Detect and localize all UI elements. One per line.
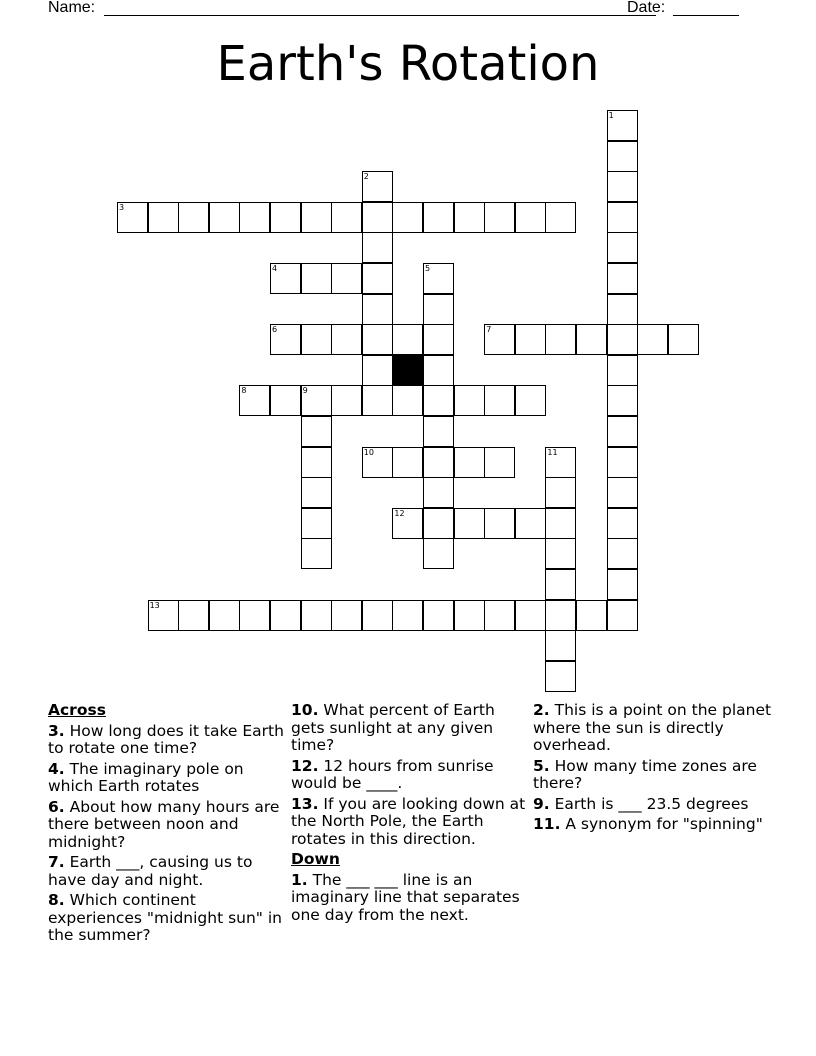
- across-clue: [48, 892, 284, 945]
- grid-cell[interactable]: [607, 324, 638, 355]
- clue-text: 12 hours from sunrise would be ____.: [291, 756, 494, 792]
- clue-text: If you are looking down at the North Pole, the Earth rotates in this direction.: [291, 794, 526, 848]
- grid-cell[interactable]: [209, 202, 240, 233]
- clue-number: 5.: [533, 756, 550, 775]
- grid-cell[interactable]: [392, 600, 423, 631]
- grid-cell[interactable]: [331, 600, 362, 631]
- grid-cell[interactable]: [515, 600, 546, 631]
- grid-cell[interactable]: [270, 202, 301, 233]
- clue-number-label: 2: [363, 172, 369, 182]
- across-clue: [48, 799, 284, 852]
- grid-cell[interactable]: [515, 202, 546, 233]
- clue-number: 13.: [291, 794, 319, 813]
- clue-text: A synonym for "spinning": [565, 815, 763, 833]
- grid-cell[interactable]: [545, 630, 576, 661]
- grid-cell[interactable]: [362, 232, 393, 263]
- clue-number-label: 3: [119, 202, 125, 212]
- across-heading: Across: [48, 701, 106, 719]
- grid-cell[interactable]: [392, 324, 423, 355]
- grid-cell[interactable]: [607, 447, 638, 478]
- grid-cell[interactable]: [607, 171, 638, 202]
- clue-number-label: 8: [241, 386, 247, 396]
- grid-cell[interactable]: [362, 294, 393, 325]
- grid-cell[interactable]: [392, 447, 423, 478]
- grid-cell[interactable]: [301, 263, 332, 294]
- clue-number: 11.: [533, 815, 561, 833]
- grid-cell[interactable]: [484, 447, 515, 478]
- grid-cell[interactable]: [148, 600, 179, 631]
- grid-cell[interactable]: [423, 324, 454, 355]
- grid-cell[interactable]: [545, 508, 576, 539]
- grid-cell[interactable]: [545, 447, 576, 478]
- grid-cell[interactable]: [209, 600, 240, 631]
- grid-cell[interactable]: [392, 202, 423, 233]
- grid-cell[interactable]: [331, 202, 362, 233]
- grid-cell[interactable]: [301, 385, 332, 416]
- grid-cell[interactable]: [637, 324, 668, 355]
- grid-cell[interactable]: [607, 600, 638, 631]
- clue-number-label: 9: [302, 386, 308, 396]
- grid-cell[interactable]: [423, 477, 454, 508]
- grid-cell[interactable]: [607, 263, 638, 294]
- grid-cell[interactable]: [515, 385, 546, 416]
- grid-cell[interactable]: [545, 324, 576, 355]
- down-clue: [533, 758, 773, 793]
- grid-cell[interactable]: [362, 263, 393, 294]
- grid-cell[interactable]: [484, 202, 515, 233]
- grid-cell[interactable]: [301, 600, 332, 631]
- grid-cell[interactable]: [423, 385, 454, 416]
- clue-number: 1.: [291, 870, 308, 889]
- grid-cell[interactable]: [607, 294, 638, 325]
- name-label: Name:: [48, 0, 96, 16]
- grid-cell[interactable]: [239, 385, 270, 416]
- grid-cell[interactable]: [362, 202, 393, 233]
- clue-text: What percent of Earth gets sunlight at any given time?: [291, 701, 495, 754]
- clue-text: How long does it take Earth to rotate one time?: [48, 721, 284, 757]
- date-label: Date:: [627, 0, 666, 16]
- down-heading: Down: [291, 850, 340, 868]
- clue-number-label: 6: [272, 325, 278, 335]
- grid-cell[interactable]: [607, 508, 638, 539]
- grid-cell[interactable]: [362, 600, 393, 631]
- page-title: Earth's Rotation: [216, 36, 600, 92]
- clue-number: 7.: [48, 853, 65, 871]
- black-cell: [392, 355, 423, 386]
- grid-cell[interactable]: [607, 355, 638, 386]
- clues-column-3: [533, 702, 773, 837]
- grid-cell[interactable]: [607, 569, 638, 600]
- grid-cell[interactable]: [331, 263, 362, 294]
- clue-number-label: 4: [272, 264, 278, 273]
- grid-cell[interactable]: [576, 600, 607, 631]
- clue-number-label: 13: [149, 600, 160, 610]
- grid-cell[interactable]: [607, 416, 638, 447]
- grid-cell[interactable]: [331, 385, 362, 416]
- grid-cell[interactable]: [454, 508, 485, 539]
- grid-cell[interactable]: [545, 600, 576, 631]
- clue-text: Earth is ___ 23.5 degrees: [554, 794, 749, 813]
- grid-cell[interactable]: [270, 324, 301, 355]
- across-clue: [291, 758, 527, 793]
- grid-cell[interactable]: [454, 385, 485, 416]
- clue-text: This is a point on the planet where the sun is directly overhead.: [533, 701, 772, 754]
- clue-number: 2.: [533, 701, 550, 719]
- clue-text: The ___ ___ line is an imaginary line that separates one day from the next.: [291, 870, 520, 924]
- grid-cell[interactable]: [454, 202, 485, 233]
- grid-cell[interactable]: [362, 324, 393, 355]
- grid-cell[interactable]: [607, 202, 638, 233]
- grid-cell[interactable]: [301, 508, 332, 539]
- grid-cell[interactable]: [668, 324, 699, 355]
- clue-text: Earth ___, causing us to have day and night.: [48, 853, 253, 889]
- down-clue: [533, 702, 773, 755]
- grid-cell[interactable]: [423, 508, 454, 539]
- grid-cell[interactable]: [454, 600, 485, 631]
- grid-cell[interactable]: [515, 324, 546, 355]
- grid-cell[interactable]: [301, 447, 332, 478]
- grid-cell[interactable]: [423, 294, 454, 325]
- clue-number: 3.: [48, 721, 65, 740]
- grid-cell[interactable]: [545, 202, 576, 233]
- across-clue: [291, 702, 527, 755]
- grid-cell[interactable]: [576, 324, 607, 355]
- clue-number-label: 1: [608, 111, 614, 120]
- grid-cell[interactable]: [515, 508, 546, 539]
- grid-cell[interactable]: [454, 447, 485, 478]
- grid-cell[interactable]: [239, 600, 270, 631]
- grid-cell[interactable]: [270, 263, 301, 294]
- grid-cell[interactable]: [239, 202, 270, 233]
- grid-cell[interactable]: [362, 355, 393, 386]
- grid-cell[interactable]: [178, 600, 209, 631]
- grid-cell[interactable]: [362, 385, 393, 416]
- grid-cell[interactable]: [484, 600, 515, 631]
- grid-cell[interactable]: [178, 202, 209, 233]
- grid-cell[interactable]: [423, 202, 454, 233]
- clue-number-label: 10: [363, 447, 374, 457]
- grid-cell[interactable]: [301, 202, 332, 233]
- grid-cell[interactable]: [484, 508, 515, 539]
- grid-cell[interactable]: [301, 324, 332, 355]
- grid-cell[interactable]: [607, 141, 638, 172]
- down-clue: [533, 796, 773, 814]
- grid-cell[interactable]: [270, 385, 301, 416]
- clue-number: 9.: [533, 794, 550, 813]
- grid-cell[interactable]: [607, 385, 638, 416]
- grid-cell[interactable]: [392, 385, 423, 416]
- clue-number: 4.: [48, 759, 65, 778]
- grid-cell[interactable]: [362, 447, 393, 478]
- clue-text: Which continent experiences "midnight sun" in the summer?: [48, 891, 282, 944]
- across-clue: [48, 761, 284, 796]
- grid-cell[interactable]: [423, 538, 454, 569]
- grid-cell[interactable]: [301, 477, 332, 508]
- down-clue: [291, 872, 527, 925]
- grid-cell[interactable]: [423, 447, 454, 478]
- grid-cell[interactable]: [392, 508, 423, 539]
- grid-cell[interactable]: [331, 324, 362, 355]
- clue-text: The imaginary pole on which Earth rotates: [48, 759, 244, 795]
- grid-cell[interactable]: [117, 202, 148, 233]
- grid-cell[interactable]: [362, 171, 393, 202]
- clue-number-label: 7: [486, 325, 492, 335]
- grid-cell[interactable]: [423, 355, 454, 386]
- grid-cell[interactable]: [148, 202, 179, 233]
- grid-cell[interactable]: [301, 538, 332, 569]
- grid-cell[interactable]: [545, 661, 576, 692]
- grid-cell[interactable]: [545, 477, 576, 508]
- across-clue: [291, 796, 527, 849]
- grid-cell[interactable]: [270, 600, 301, 631]
- clue-number: 8.: [48, 891, 65, 909]
- clue-number-label: 12: [394, 508, 405, 518]
- grid-cell[interactable]: [484, 324, 515, 355]
- grid-cell[interactable]: [607, 110, 638, 141]
- clue-number-label: 11: [547, 447, 558, 457]
- clue-number: 6.: [48, 797, 65, 816]
- clue-number-label: 5: [425, 264, 431, 273]
- grid-cell[interactable]: [607, 232, 638, 263]
- grid-cell[interactable]: [607, 477, 638, 508]
- grid-cell[interactable]: [607, 538, 638, 569]
- clue-number: 10.: [291, 701, 319, 719]
- grid-cell[interactable]: [545, 538, 576, 569]
- across-clue: [48, 854, 284, 889]
- grid-cell[interactable]: [484, 385, 515, 416]
- clues-column-1: [48, 702, 284, 948]
- grid-cell[interactable]: [545, 569, 576, 600]
- grid-cell[interactable]: [423, 263, 454, 294]
- clue-text: How many time zones are there?: [533, 756, 757, 792]
- clue-number: 12.: [291, 756, 319, 775]
- grid-cell[interactable]: [423, 416, 454, 447]
- clue-text: About how many hours are there between noon and midnight?: [48, 797, 280, 851]
- across-clue: [48, 723, 284, 758]
- grid-cell[interactable]: [301, 416, 332, 447]
- grid-cell[interactable]: [423, 600, 454, 631]
- down-clue: [533, 816, 773, 834]
- clues-column-2: [291, 702, 527, 927]
